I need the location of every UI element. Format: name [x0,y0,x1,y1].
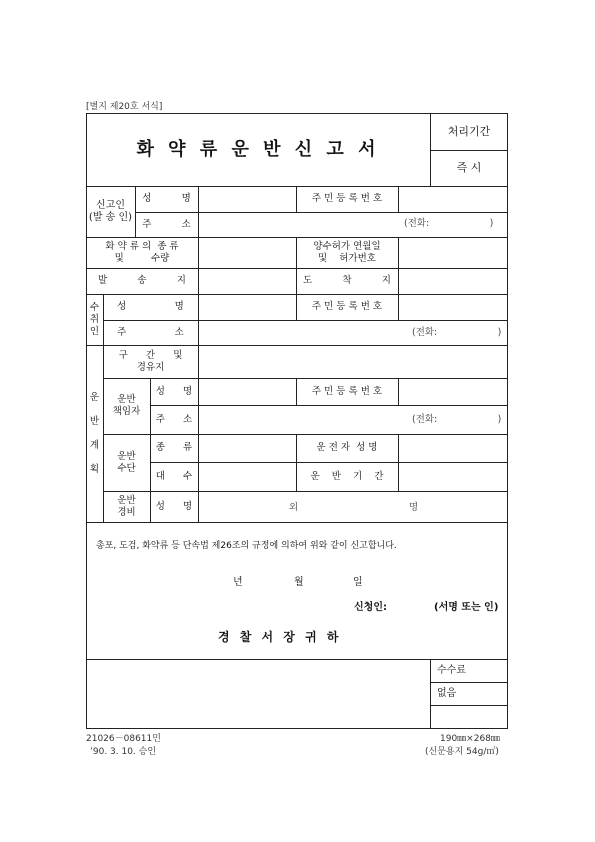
fee-label: 수수료 [437,665,466,676]
declaration-text: 총포, 도검, 화약류 등 단속법 제26조의 규정에 의하여 위와 같이 신고합니다. [96,541,397,551]
explosive-type-label: 화 약 류 의 종 류 및 수량 [105,240,179,264]
guard-count-unit: 명 [409,502,419,513]
recipient-address-label: 주 소 [117,326,184,338]
paper-size: 190㎜×268㎜ [440,734,500,744]
date-month: 월 [294,577,304,588]
recipient-group-label: 수 취 인 [89,301,100,337]
processing-label: 처리기간 [447,124,491,138]
origin-label: 발 송 지 [98,275,186,286]
recipient-rrn-label: 주 민 등 록 번 호 [311,301,383,312]
paper-type: (신문용지 54g/㎡) [425,747,499,757]
destination-label: 도 착 지 [303,275,391,286]
count-label: 대 수 [155,470,193,482]
reporter-rrn-label: 주 민 등 록 번 호 [311,193,383,204]
guard-label: 운반 경비 [117,494,136,518]
route-label: 구 간 및 경유지 [118,349,183,373]
reporter-name-label: 성 명 [142,193,191,204]
reporter-address-label: 주 소 [142,218,191,230]
date-day: 일 [353,577,363,588]
manager-label: 운반 책임자 [112,394,141,417]
kind-label: 종 류 [155,442,193,453]
processing-value: 즉 시 [456,161,482,174]
fee-value: 없음 [437,688,457,699]
form-label: [별지 제20호 서식] [86,102,163,112]
form-title: 화 약 류 운 반 신 고 서 [136,138,380,160]
recipient-phone: (전화: ) [412,327,502,338]
applicant-label: 신청인: [354,602,387,613]
reporter-phone: (전화: ) [404,218,494,229]
manager-rrn-label: 주 민 등 록 번 호 [311,385,383,397]
period-label: 운 반 기 간 [310,470,384,482]
reporter-group-label: 신고인 (발 송 인) [88,199,133,223]
means-label: 운반 수단 [117,450,136,474]
manager-phone: (전화: ) [412,414,502,425]
guard-count-other: 외 [289,502,299,513]
recipient-name-label: 성 명 [117,301,184,312]
signature-note: (서명 또는 인) [434,602,499,613]
approval-date: ’90. 3. 10. 승인 [90,747,157,757]
driver-label: 운 전 자 성 명 [316,442,378,453]
permit-label: 양수허가 연월일 및 허가번호 [313,240,381,264]
plan-group-label: 운 반 계 획 [89,391,100,475]
manager-address-label: 주 소 [155,413,193,425]
form-code: 21026－08611민 [86,734,161,744]
manager-name-label: 성 명 [155,385,193,397]
guard-name-label: 성 명 [155,500,193,512]
date-year: 년 [233,577,243,588]
addressee: 경 찰 서 장 귀 하 [218,630,342,644]
